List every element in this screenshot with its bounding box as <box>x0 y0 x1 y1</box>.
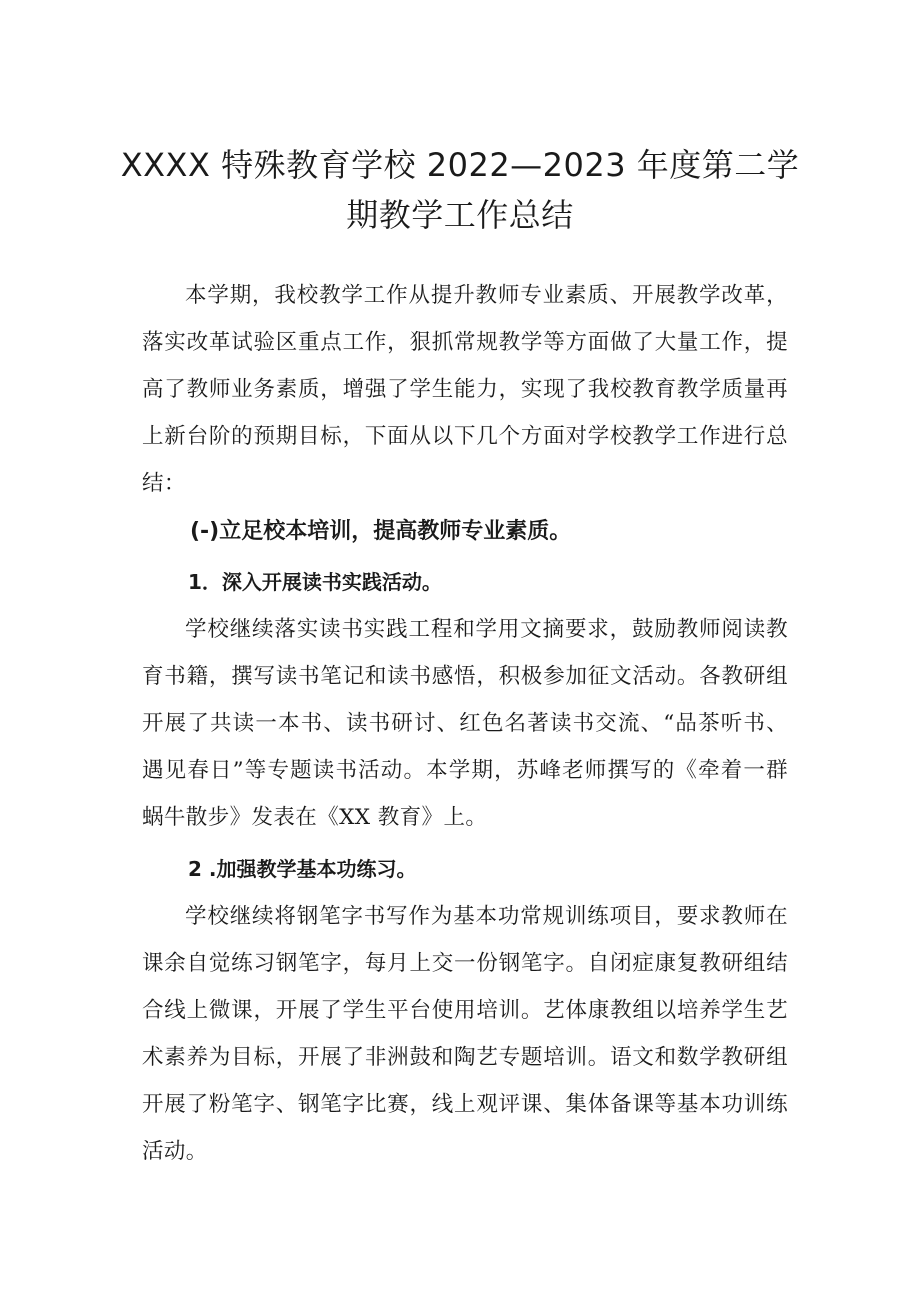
document-title-line-1: XXXX 特殊教育学校 2022—2023 年度第二学 <box>120 146 800 184</box>
subsection-2-paragraph: 学校继续将钢笔字书写作为基本功常规训练项目，要求教师在课余自觉练习钢笔字，每月上交一份钢笔字。自闭症康复教研组结合线上微课，开展了学生平台使用培训。艺体康教组以培养学生艺术素养为目标，开展了非洲鼓和陶艺专题培训。语文和数学教研组开展了粉笔字、钢笔字比赛，线上观评课、集体备课等基本功训练活动。 <box>142 904 788 1164</box>
subsection-1-paragraph: 学校继续落实读书实践工程和学用文摘要求，鼓励教师阅读教育书籍，撰写读书笔记和读书感悟，积极参加征文活动。各教研组开展了共读一本书、读书研讨、红色名著读书交流、“品茶听书、遇见春日”等专题读书活动。本学期，苏峰老师撰写的《牵着一群蜗牛散步》发表在《XX 教育》上。 <box>142 617 788 830</box>
section-1-heading: (-)立足校本培训，提高教师专业素质。 <box>190 519 572 544</box>
subsection-1-heading: 1．深入开展读书实践活动。 <box>188 570 442 594</box>
document-title-line-2: 期教学工作总结 <box>346 196 574 234</box>
subsection-2-heading: 2 .加强教学基本功练习。 <box>188 857 417 881</box>
intro-paragraph: 本学期，我校教学工作从提升教师专业素质、开展教学改革，落实改革试验区重点工作，狠抓常规教学等方面做了大量工作，提高了教师业务素质，增强了学生能力，实现了我校教育教学质量再上新台阶的预期目标，下面从以下几个方面对学校教学工作进行总结： <box>142 283 788 496</box>
